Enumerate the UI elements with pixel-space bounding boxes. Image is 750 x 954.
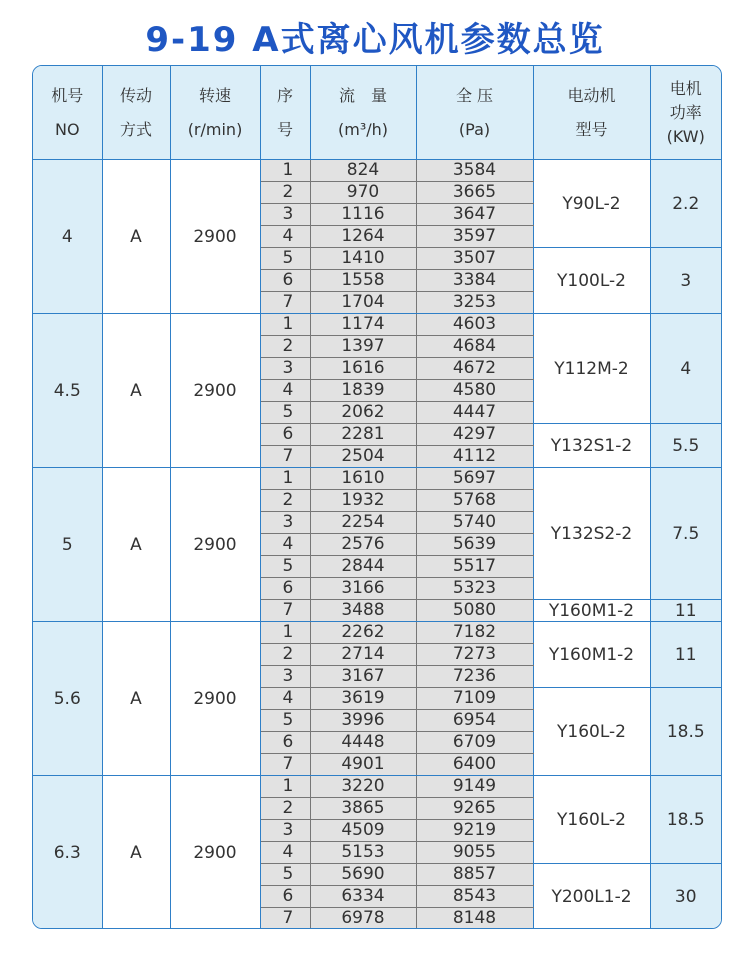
flow-cell: 824 bbox=[310, 160, 416, 182]
sequence-cell: 5 bbox=[260, 248, 310, 270]
speed-cell: 2900 bbox=[170, 160, 260, 314]
header-label: 型号 bbox=[575, 119, 608, 139]
motor-model-cell: Y132S1-2 bbox=[533, 424, 650, 468]
header-flow bbox=[310, 66, 416, 160]
header-label: 传动 bbox=[119, 85, 152, 105]
header-label: 流 量 bbox=[338, 85, 387, 105]
speed-cell: 2900 bbox=[170, 622, 260, 776]
sequence-cell: 3 bbox=[260, 204, 310, 226]
pressure-cell: 4603 bbox=[416, 314, 533, 336]
header-label: 转速 bbox=[198, 85, 231, 105]
pressure-cell: 3597 bbox=[416, 226, 533, 248]
speed-cell: 2900 bbox=[170, 314, 260, 468]
motor-model-cell: Y160L-2 bbox=[533, 776, 650, 864]
flow-cell: 1174 bbox=[310, 314, 416, 336]
header-row bbox=[33, 66, 721, 160]
motor-power-cell: 11 bbox=[650, 600, 721, 622]
table-body bbox=[33, 160, 721, 930]
flow-cell: 1397 bbox=[310, 336, 416, 358]
pressure-cell: 4112 bbox=[416, 446, 533, 468]
flow-cell: 2504 bbox=[310, 446, 416, 468]
sequence-cell: 7 bbox=[260, 600, 310, 622]
header-motor-model bbox=[533, 66, 650, 160]
pressure-cell: 4672 bbox=[416, 358, 533, 380]
motor-model-cell: Y200L1-2 bbox=[533, 864, 650, 930]
sequence-cell: 1 bbox=[260, 622, 310, 644]
flow-cell: 4901 bbox=[310, 754, 416, 776]
pressure-cell: 5323 bbox=[416, 578, 533, 600]
header-label: 号 bbox=[276, 119, 293, 139]
header-drive-type bbox=[102, 66, 170, 160]
pressure-cell: 9219 bbox=[416, 820, 533, 842]
flow-cell: 970 bbox=[310, 182, 416, 204]
pressure-cell: 5080 bbox=[416, 600, 533, 622]
pressure-cell: 5768 bbox=[416, 490, 533, 512]
sequence-cell: 7 bbox=[260, 292, 310, 314]
pressure-cell: 3665 bbox=[416, 182, 533, 204]
header-machine-no bbox=[33, 66, 102, 160]
pressure-cell: 4297 bbox=[416, 424, 533, 446]
table-row bbox=[33, 160, 721, 182]
pressure-cell: 7273 bbox=[416, 644, 533, 666]
flow-cell: 2576 bbox=[310, 534, 416, 556]
pressure-cell: 9265 bbox=[416, 798, 533, 820]
header-label: NO bbox=[54, 119, 80, 139]
machine-no-cell: 6.3 bbox=[33, 776, 102, 930]
flow-cell: 3166 bbox=[310, 578, 416, 600]
table-row bbox=[33, 776, 721, 798]
motor-model-cell: Y160M1-2 bbox=[533, 600, 650, 622]
pressure-cell: 4684 bbox=[416, 336, 533, 358]
flow-cell: 2062 bbox=[310, 402, 416, 424]
flow-cell: 4509 bbox=[310, 820, 416, 842]
sequence-cell: 6 bbox=[260, 578, 310, 600]
table-row bbox=[33, 314, 721, 336]
flow-cell: 3220 bbox=[310, 776, 416, 798]
pressure-cell: 9055 bbox=[416, 842, 533, 864]
flow-cell: 3619 bbox=[310, 688, 416, 710]
sequence-cell: 6 bbox=[260, 424, 310, 446]
sequence-cell: 1 bbox=[260, 314, 310, 336]
motor-power-cell: 18.5 bbox=[650, 776, 721, 864]
sequence-cell: 1 bbox=[260, 160, 310, 182]
flow-cell: 1610 bbox=[310, 468, 416, 490]
motor-power-cell: 2.2 bbox=[650, 160, 721, 248]
motor-power-cell: 11 bbox=[650, 622, 721, 688]
flow-cell: 1558 bbox=[310, 270, 416, 292]
header-label: (Pa) bbox=[458, 119, 491, 139]
drive-type-cell: A bbox=[102, 160, 170, 314]
sequence-cell: 1 bbox=[260, 468, 310, 490]
flow-cell: 2254 bbox=[310, 512, 416, 534]
sequence-cell: 5 bbox=[260, 864, 310, 886]
motor-power-cell: 30 bbox=[650, 864, 721, 930]
pressure-cell: 3253 bbox=[416, 292, 533, 314]
drive-type-cell: A bbox=[102, 622, 170, 776]
pressure-cell: 7236 bbox=[416, 666, 533, 688]
drive-type-cell: A bbox=[102, 314, 170, 468]
sequence-cell: 3 bbox=[260, 820, 310, 842]
sequence-cell: 2 bbox=[260, 490, 310, 512]
pressure-cell: 6709 bbox=[416, 732, 533, 754]
header-speed bbox=[170, 66, 260, 160]
flow-cell: 4448 bbox=[310, 732, 416, 754]
flow-cell: 2844 bbox=[310, 556, 416, 578]
pressure-cell: 5740 bbox=[416, 512, 533, 534]
motor-model-cell: Y112M-2 bbox=[533, 314, 650, 424]
pressure-cell: 5639 bbox=[416, 534, 533, 556]
drive-type-cell: A bbox=[102, 776, 170, 930]
header-label: 机号 bbox=[51, 85, 84, 105]
sequence-cell: 5 bbox=[260, 710, 310, 732]
motor-power-cell: 4 bbox=[650, 314, 721, 424]
pressure-cell: 9149 bbox=[416, 776, 533, 798]
flow-cell: 1410 bbox=[310, 248, 416, 270]
pressure-cell: 3384 bbox=[416, 270, 533, 292]
pressure-cell: 7182 bbox=[416, 622, 533, 644]
flow-cell: 5690 bbox=[310, 864, 416, 886]
motor-power-cell: 7.5 bbox=[650, 468, 721, 600]
table-row bbox=[33, 468, 721, 490]
flow-cell: 2262 bbox=[310, 622, 416, 644]
table-header bbox=[33, 66, 721, 160]
pressure-cell: 3507 bbox=[416, 248, 533, 270]
sequence-cell: 7 bbox=[260, 446, 310, 468]
fan-parameter-table bbox=[33, 66, 721, 929]
sequence-cell: 5 bbox=[260, 402, 310, 424]
motor-model-cell: Y160M1-2 bbox=[533, 622, 650, 688]
header-label: 功率 bbox=[669, 102, 702, 122]
machine-no-cell: 5.6 bbox=[33, 622, 102, 776]
header-label: 电机 bbox=[669, 78, 702, 98]
flow-cell: 3167 bbox=[310, 666, 416, 688]
motor-model-cell: Y160L-2 bbox=[533, 688, 650, 776]
sequence-cell: 5 bbox=[260, 556, 310, 578]
sequence-cell: 4 bbox=[260, 380, 310, 402]
flow-cell: 1264 bbox=[310, 226, 416, 248]
pressure-cell: 8857 bbox=[416, 864, 533, 886]
sequence-cell: 3 bbox=[260, 666, 310, 688]
drive-type-cell: A bbox=[102, 468, 170, 622]
sequence-cell: 1 bbox=[260, 776, 310, 798]
sequence-cell: 6 bbox=[260, 270, 310, 292]
pressure-cell: 8148 bbox=[416, 908, 533, 930]
pressure-cell: 8543 bbox=[416, 886, 533, 908]
motor-model-cell: Y100L-2 bbox=[533, 248, 650, 314]
machine-no-cell: 4.5 bbox=[33, 314, 102, 468]
machine-no-cell: 5 bbox=[33, 468, 102, 622]
flow-cell: 6978 bbox=[310, 908, 416, 930]
pressure-cell: 6400 bbox=[416, 754, 533, 776]
header-label: (m³/h) bbox=[337, 119, 388, 139]
sequence-cell: 7 bbox=[260, 908, 310, 930]
pressure-cell: 3647 bbox=[416, 204, 533, 226]
header-label: (KW) bbox=[666, 126, 705, 146]
pressure-cell: 3584 bbox=[416, 160, 533, 182]
flow-cell: 3996 bbox=[310, 710, 416, 732]
motor-power-cell: 5.5 bbox=[650, 424, 721, 468]
sequence-cell: 3 bbox=[260, 512, 310, 534]
pressure-cell: 4580 bbox=[416, 380, 533, 402]
motor-power-cell: 3 bbox=[650, 248, 721, 314]
sequence-cell: 2 bbox=[260, 182, 310, 204]
flow-cell: 2281 bbox=[310, 424, 416, 446]
header-label: 全 压 bbox=[455, 85, 494, 105]
pressure-cell: 5517 bbox=[416, 556, 533, 578]
sequence-cell: 2 bbox=[260, 644, 310, 666]
machine-no-cell: 4 bbox=[33, 160, 102, 314]
sequence-cell: 6 bbox=[260, 886, 310, 908]
speed-cell: 2900 bbox=[170, 776, 260, 930]
page-title: 9-19 A式离心风机参数总览 bbox=[145, 20, 605, 60]
header-sequence bbox=[260, 66, 310, 160]
flow-cell: 3865 bbox=[310, 798, 416, 820]
flow-cell: 2714 bbox=[310, 644, 416, 666]
header-motor-power bbox=[650, 66, 721, 160]
table-row bbox=[33, 622, 721, 644]
flow-cell: 1704 bbox=[310, 292, 416, 314]
flow-cell: 1616 bbox=[310, 358, 416, 380]
flow-cell: 3488 bbox=[310, 600, 416, 622]
sequence-cell: 3 bbox=[260, 358, 310, 380]
header-label: 电动机 bbox=[567, 85, 616, 105]
pressure-cell: 7109 bbox=[416, 688, 533, 710]
fan-parameter-table-frame bbox=[32, 65, 722, 929]
sequence-cell: 4 bbox=[260, 842, 310, 864]
flow-cell: 1932 bbox=[310, 490, 416, 512]
sequence-cell: 4 bbox=[260, 688, 310, 710]
header-label: (r/min) bbox=[187, 119, 243, 139]
sequence-cell: 7 bbox=[260, 754, 310, 776]
pressure-cell: 4447 bbox=[416, 402, 533, 424]
motor-model-cell: Y90L-2 bbox=[533, 160, 650, 248]
motor-model-cell: Y132S2-2 bbox=[533, 468, 650, 600]
flow-cell: 6334 bbox=[310, 886, 416, 908]
header-label: 序 bbox=[276, 85, 293, 105]
motor-power-cell: 18.5 bbox=[650, 688, 721, 776]
sequence-cell: 2 bbox=[260, 798, 310, 820]
speed-cell: 2900 bbox=[170, 468, 260, 622]
flow-cell: 5153 bbox=[310, 842, 416, 864]
header-label: 方式 bbox=[119, 119, 152, 139]
pressure-cell: 5697 bbox=[416, 468, 533, 490]
flow-cell: 1839 bbox=[310, 380, 416, 402]
pressure-cell: 6954 bbox=[416, 710, 533, 732]
flow-cell: 1116 bbox=[310, 204, 416, 226]
sequence-cell: 4 bbox=[260, 226, 310, 248]
sequence-cell: 4 bbox=[260, 534, 310, 556]
sequence-cell: 6 bbox=[260, 732, 310, 754]
sequence-cell: 2 bbox=[260, 336, 310, 358]
header-pressure bbox=[416, 66, 533, 160]
